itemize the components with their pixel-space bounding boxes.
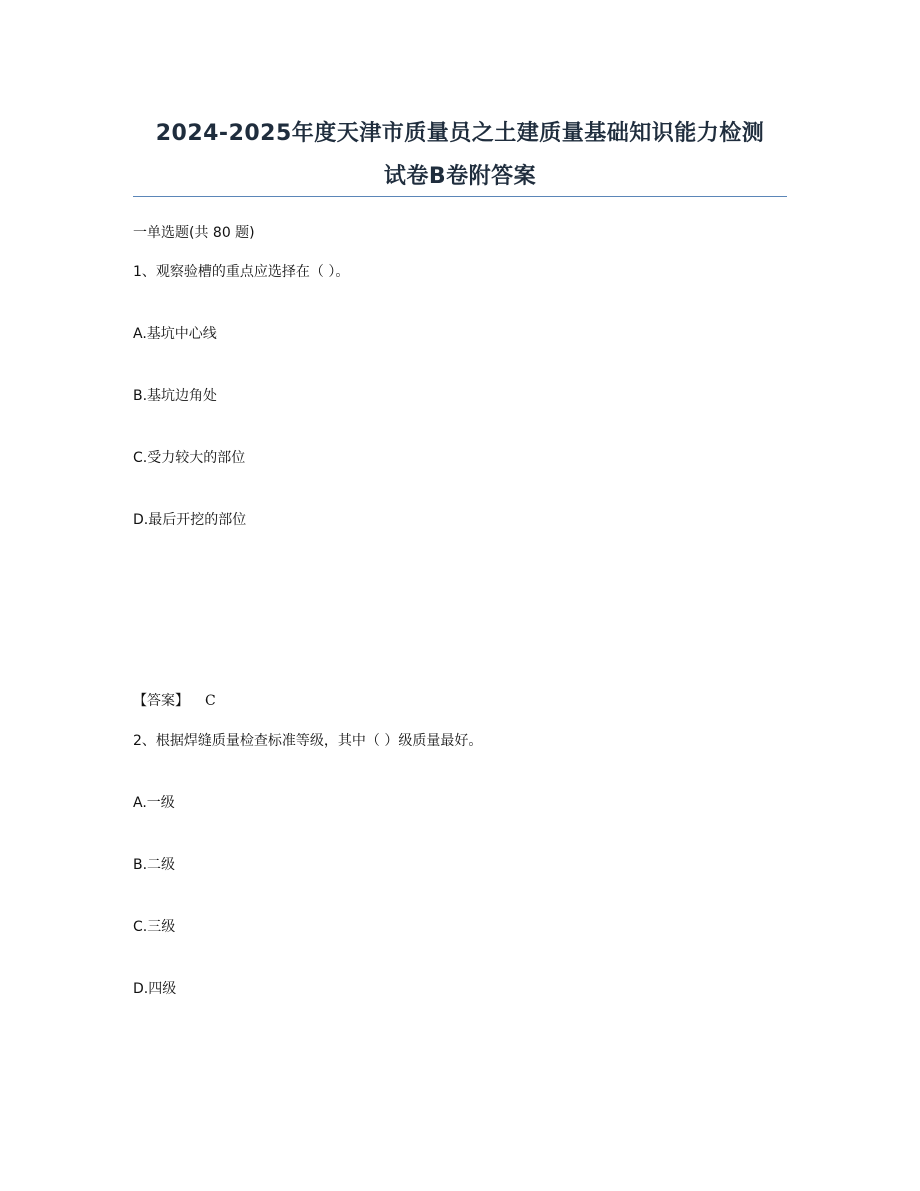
- document-title-line-2: 试卷B卷附答案: [383, 164, 537, 189]
- question-1-option-c: C.受力较大的部位: [133, 450, 246, 466]
- question-1-option-d: D.最后开挖的部位: [133, 512, 247, 528]
- question-1-stem: 1、观察验槽的重点应选择在（ ）。: [133, 264, 350, 280]
- answer-value: C: [205, 693, 216, 709]
- question-2-option-a: A.一级: [133, 795, 175, 811]
- question-2-option-b: B.二级: [133, 857, 176, 873]
- section-heading: 一单选题(共 80 题): [133, 225, 255, 241]
- question-1-option-a: A.基坑中心线: [133, 326, 217, 342]
- question-1-answer: [133, 691, 216, 711]
- question-1-option-b: B.基坑边角处: [133, 388, 218, 404]
- answer-label: 【答案】: [133, 693, 189, 709]
- title-divider: [133, 196, 787, 197]
- question-2-option-c: C.三级: [133, 919, 176, 935]
- question-2-option-d: D.四级: [133, 981, 177, 997]
- document-title: [120, 112, 800, 198]
- document-title-line-1: 2024-2025年度天津市质量员之土建质量基础知识能力检测: [155, 121, 765, 146]
- question-2-stem: 2、根据焊缝质量检查标准等级，其中（ ）级质量最好。: [133, 733, 483, 749]
